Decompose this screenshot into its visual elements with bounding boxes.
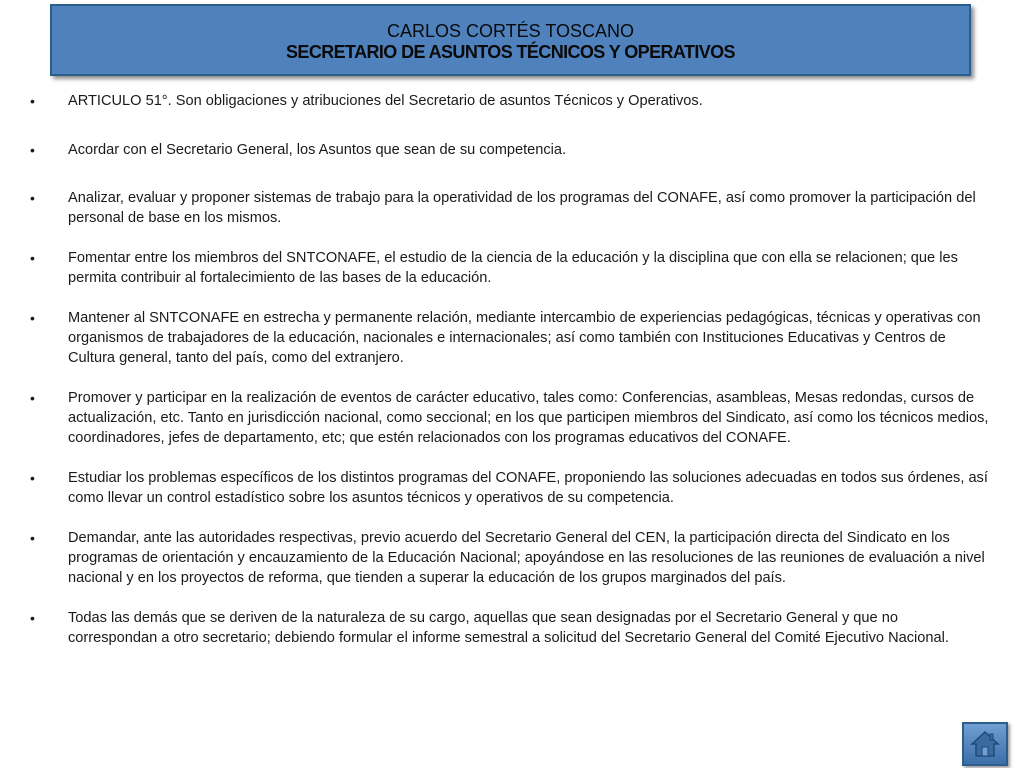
home-button[interactable] — [962, 722, 1008, 766]
list-item-text: Fomentar entre los miembros del SNTCONAFE, el estudio de la ciencia de la educación y la disciplina que con ella se relacionen; que les permita contribuir al fortalecimiento de las bases de la educación. — [68, 250, 958, 286]
list-item-text: Acordar con el Secretario General, los Asuntos que sean de su competencia. — [68, 142, 567, 158]
title-name: CARLOS CORTÉS TOSCANO — [386, 21, 635, 41]
list-item-text: Demandar, ante las autoridades respectivas, previo acuerdo del Secretario General del CEN, la participación directa del Sindicato en los programas de orientación y encauzamiento de la Educación Nacional; apoyándose en las resoluciones de las reuniones de evaluación a nivel nacional y en los proyectos de reforma, que tienden a superar la educación de los grupos marginados del país. — [68, 530, 985, 586]
list-item-text: Mantener al SNTCONAFE en estrecha y permanente relación, mediante intercambio de experiencias pedagógicas, técnicas y operativas con organismos de trabajadores de la educación, nacionales e internacionales; así como también con Instituciones Educativas y Centros de Cultura general, tanto del país, como del extranjero. — [68, 310, 981, 366]
bullet-icon: • — [30, 530, 35, 546]
list-item — [30, 248, 990, 288]
list-item — [30, 468, 990, 508]
list-item — [30, 528, 990, 588]
bullet-icon: • — [30, 390, 35, 406]
bullet-icon: • — [30, 190, 35, 206]
bullet-icon: • — [30, 93, 35, 109]
list-item — [30, 188, 990, 228]
title-banner — [50, 4, 971, 76]
bullet-icon: • — [30, 250, 35, 266]
bullet-icon: • — [30, 610, 35, 626]
list-item — [30, 91, 990, 111]
title-role: SECRETARIO DE ASUNTOS TÉCNICOS Y OPERATIVOS — [286, 42, 735, 62]
list-item-text: ARTICULO 51°. Son obligaciones y atribuciones del Secretario de asuntos Técnicos y Operativos. — [68, 93, 703, 109]
list-item-text: Promover y participar en la realización de eventos de carácter educativo, tales como: Conferencias, asambleas, Mesas redondas, cursos de actualización, etc. Tanto en jurisdicción nacional, como seccional; en los que participen miembros del Sindicato, así como los técnicos medios, coordinadores, jefes de departamento, etc; que estén relacionados con los programas educativos del CONAFE. — [68, 390, 989, 446]
home-icon — [970, 730, 1000, 758]
bullet-list — [30, 91, 990, 668]
list-item-text: Todas las demás que se deriven de la naturaleza de su cargo, aquellas que sean designadas por el Secretario General y que no correspondan a otro secretario; debiendo formular el informe semestral a solicitud del Secretario General del Comité Ejecutivo Nacional. — [68, 610, 949, 646]
bullet-icon: • — [30, 310, 35, 326]
list-item-text: Analizar, evaluar y proponer sistemas de trabajo para la operatividad de los programas del CONAFE, así como promover la participación del personal de base en los mismos. — [68, 190, 976, 226]
list-item — [30, 388, 990, 448]
list-item — [30, 308, 990, 368]
bullet-icon: • — [30, 142, 35, 158]
list-item — [30, 608, 990, 648]
list-item-text: Estudiar los problemas específicos de los distintos programas del CONAFE, proponiendo las soluciones adecuadas en todos sus órdenes, así como llevar un control estadístico sobre los asuntos técnicos y operativos de su competencia. — [68, 470, 988, 506]
bullet-icon: • — [30, 470, 35, 486]
list-item — [30, 140, 990, 160]
